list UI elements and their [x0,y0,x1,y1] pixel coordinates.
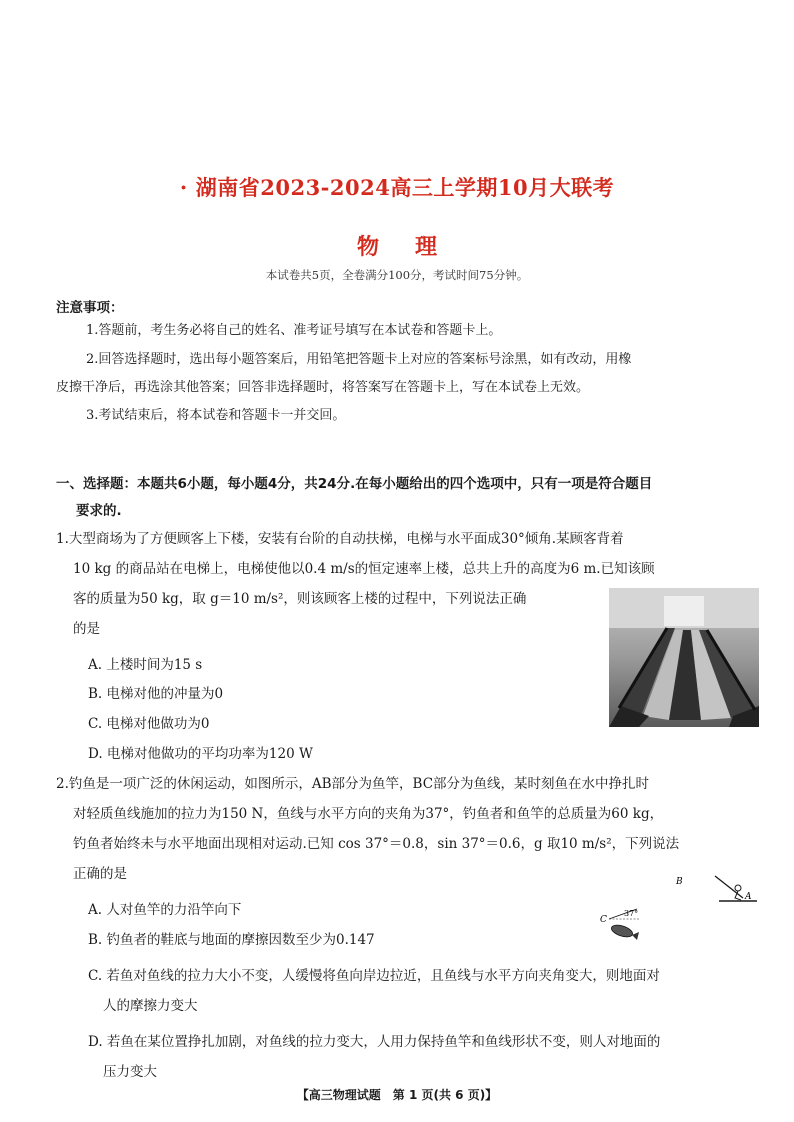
q2-stem-line-1: 2.钓鱼是一项广泛的休闲运动，如图所示，AB部分为鱼竿，BC部分为鱼线，某时刻鱼在水中挣扎时 [56,776,650,792]
q1-stem-line-2: 10 kg 的商品站在电梯上，电梯使他以0.4 m/s的恒定速率上楼，总共上升的高度为6 m.已知该顾 [73,561,655,577]
notice-item-3: 3.考试结束后，将本试卷和答题卡一并交回。 [86,408,346,423]
q2-option-d-line-2: 压力变大 [103,1064,157,1080]
q2-stem-line-3: 钓鱼者始终未与水平地面出现相对运动.已知 cos 37°＝0.8，sin 37°＝0.6，g 取10 m/s²，下列说法 [73,836,680,852]
q1-stem-line-3: 客的质量为50 kg，取 g＝10 m/s²，则该顾客上楼的过程中，下列说法正确 [73,591,527,607]
section-heading-line-2: 要求的. [76,503,122,519]
notice-item-2-line-1: 2.回答选择题时，选出每小题答案后，用铅笔把答题卡上对应的答案标号涂黑，如有改动，用橡 [86,352,632,367]
label-a: A [745,892,752,902]
q1-option-c: C. 电梯对他做功为0 [88,716,210,732]
q2-option-a: A. 人对鱼竿的力沿竿向下 [88,902,242,918]
subject-char-2: 理 [415,234,438,260]
notice-title: 注意事项： [56,300,124,316]
escalator-photo [609,588,759,727]
q1-option-a: A. 上楼时间为15 s [88,657,203,673]
page-footer: 【高三物理试题 第 1 页(共 6 页)】 [296,1088,498,1102]
fishing-rod [715,876,743,898]
q2-option-c-line-2: 人的摩擦力变大 [103,998,198,1014]
q2-option-c-line-1: C. 若鱼对鱼线的拉力大小不变，人缓慢将鱼向岸边拉近，且鱼线与水平方向夹角变大，则地面对 [88,968,660,984]
label-c: C [600,915,607,925]
section-heading-line-1: 一、选择题：本题共6小题，每小题4分，共24分.在每小题给出的四个选项中，只有一项是符合题目 [56,476,653,492]
q1-option-b: B. 电梯对他的冲量为0 [88,686,224,702]
q2-stem-line-2: 对轻质鱼线施加的拉力为150 N，鱼线与水平方向的夹角为37°，钓鱼者和鱼竿的总质量为60 kg， [73,806,664,822]
q1-stem-line-4: 的是 [73,621,100,637]
q2-option-d-line-1: D. 若鱼在某位置挣扎加剧，对鱼线的拉力变大，人用力保持鱼竿和鱼线形状不变，则人对地面的 [88,1034,661,1050]
escalator-illustration [609,588,759,727]
subject-heading [0,230,794,261]
label-b: B [676,877,683,887]
fish-tail-icon [632,932,639,940]
fish-icon [610,923,634,939]
subject-char-1: 物 [356,234,379,260]
q2-stem-line-4: 正确的是 [73,866,127,882]
exam-title-text: 湖南省2023-2024高三上学期10月大联考 [195,175,615,200]
q1-stem-line-1: 1.大型商场为了方便顾客上下楼，安装有台阶的自动扶梯，电梯与水平面成30°倾角.某顾客背着 [56,531,624,547]
exam-meta: 本试卷共5页，全卷满分100分，考试时间75分钟。 [265,268,529,282]
angler-head [735,885,741,891]
notice-item-2-line-2: 皮擦干净后，再选涂其他答案；回答非选择题时，将答案写在答题卡上，写在本试卷上无效。 [56,380,590,395]
q2-option-b: B. 钓鱼者的鞋底与地面的摩擦因数至少为0.147 [88,932,375,948]
angle-label: 37° [624,909,639,918]
fishing-diagram [595,862,765,952]
notice-item-1: 1.答题前，考生务必将自己的姓名、准考证号填写在本试卷和答题卡上。 [86,323,502,338]
exam-title [0,172,794,202]
bullet-dot: · [179,175,188,200]
q1-option-d: D. 电梯对他做功的平均功率为120 W [88,746,313,762]
